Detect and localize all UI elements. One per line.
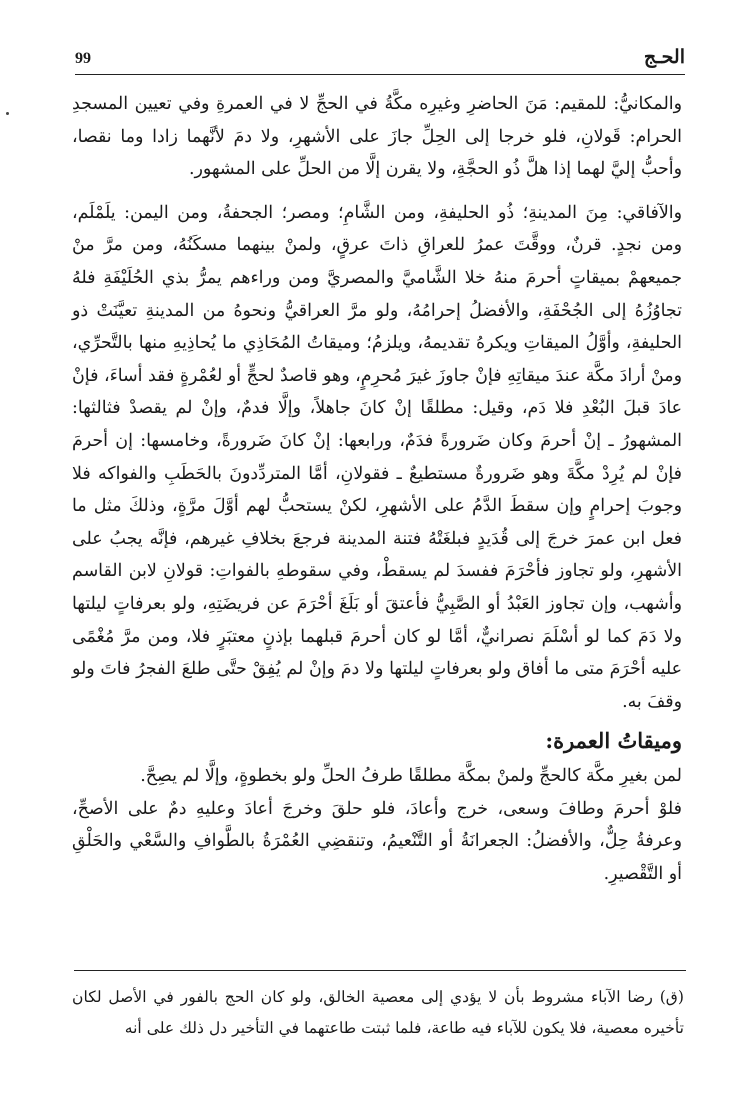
paragraph-afaqi: والآفاقي: مِنَ المدينةِ؛ ذُو الحليفةِ، ومن الشَّامِ؛ ومصر؛ الجحفةُ، ومن اليمن: يلَمْلَم، ومن نجدٍ. قرنٌ، ووقَّتَ عمرُ للعراقِ ذاتَ عرقٍ، ولمنْ بينهما مسكَنُهُ، ومن مرَّ منْ جميعهمْ بميقاتٍ أحرمَ منهُ خلا الشَّاميَّ والمصريَّ ومن وراءهم يمرُّ بذي الحُلَيْفَةِ فلهُ تجاوُزُهُ إلى الجُحْفَةِ، والأفضلُ إحرامُهُ، ولو مرَّ العراقيُّ ونحوهُ من المدينةِ تعيَّنَتْ ذو الحليفةِ، وأوَّلُ الميقاتِ ويكرهُ تقديمهُ، ويلزمُ؛ وميقاتُ المُحَاذِي ما يُحاذِيهِ منها بالتَّحرِّي، ومنْ أرادَ مكَّة عندَ ميقاتِهِ فإنْ جاوزَ غيرَ مُحرِمٍ، وهو قاصدٌ لحجٍّ أو لعُمْرةٍ فقد أساءَ، فإنْ عادَ قبلَ البُعْدِ فلا دَم، وقيل: مطلقًا إنْ كانَ جاهلاً، وإلَّا فدمٌ، وإنْ لم يقصدْ فثالثها: المشهورُ ـ إنْ أحرمَ وكان ضَرورةً فدَمٌ، ورابعها: إنْ كانَ ضَرورةً، وخامسها: إن أحرمَ فإنْ لم يُرِدْ مكَّةَ وهو ضَرورةٌ مستطيعٌ ـ فقولانِ، أمَّا المتردِّدونَ بالحَطَبِ والفواكه فلا وجوبَ إحرامٍ وإن سقطَ الدَّمُ على الأشهرِ، لكنْ يستحبُّ لهم أوَّلَ مرَّةٍ، وذلكَ مثل ما فعل ابن عمرَ خرجَ إلى قُدَيدٍ فبلغَتْهُ فتنة المدينة فرجعَ بخلافِ غيرهم، فإنَّه يجبُ على الأشهرِ، ولو تجاوز فأحْرَمَ ففسدَ لم يسقطْ، وفي سقوطهِ بالفواتِ: قولانِ لابن القاسم وأشهب، وإن تجاوز العَبْدُ أو الصَّبِيُّ فأعتقَ أو بَلَغَ أحْرَمَ عن فريضَتِهِ، ولو بعرفاتٍ ليلتها ولا دَمَ كما لو أسْلَمَ نصرانيٌّ، أمَّا لو كان أحرمَ قبلهما بإذنٍ معتبَرٍ فلا، ومن مرَّ مُغْمًى عليه أحْرَمَ متى ما أفاق ولو بعرفاتٍ ليلتها ولا دمَ وإنْ لم يُفِقْ حتَّى طلعَ الفجرُ فاتَ ولو وقفَ به. — [72, 202, 682, 712]
running-header — [75, 44, 685, 75]
paragraph-umrah-miqat: لمن بغيرِ مكَّة كالحجِّ ولمنْ بمكَّة مطلقًا طرفُ الحلِّ ولو بخطوةٍ، وإلَّا لم يصِحَّ. — [140, 766, 682, 787]
footnote-text: (ق) رضا الآباء مشروط بأن لا يؤدي إلى معصية الخالق، ولو كان الحج بالفور في الأصل لكان تأخيره معصية، فلا يكون للآباء فيه طاعة، فلما ثبتت طاعتهما في التأخير دل ذلك على أنه — [72, 988, 684, 1037]
section-heading-umrah: وميقاتُ العمرة: — [545, 728, 682, 754]
chapter-title: الحـج — [643, 46, 685, 68]
main-text — [72, 88, 682, 891]
scan-speck — [6, 112, 9, 115]
page-number: 99 — [75, 50, 91, 67]
footnote — [72, 982, 684, 1044]
footnote-separator — [74, 970, 686, 971]
paragraph-umrah-rules: فلوْ أحرمَ وطافَ وسعى، خرج وأعادَ، فلو حلقَ وخرجَ أعادَ وعليهِ دمٌ على الأصحِّ، وعرفةُ حِلٌّ، والأفضلُ: الجعرانَةُ أو التَّنْعيمُ، وتنقضِي العُمْرَةُ بالطَّوافِ والسَّعْي والحَلْقِ أو التَّقْصيرِ. — [72, 798, 682, 885]
paragraph-miqat-makani: والمكانيُّ: للمقيم: مَنَ الحاضرِ وغيرِه مكَّةُ في الحجِّ لا في العمرةِ وفي تعيين المسجدِ الحرام: قَولانِ، فلو خرجا إلى الحِلِّ جازَ على الأشهرِ، ولا دمَ لأنَّهما زادا وما نقصا، وأحبُّ إليَّ لهما إذا هلَّ ذُو الحجَّةِ، ولا يقرن إلَّا من الحلِّ على المشهور. — [72, 94, 682, 180]
